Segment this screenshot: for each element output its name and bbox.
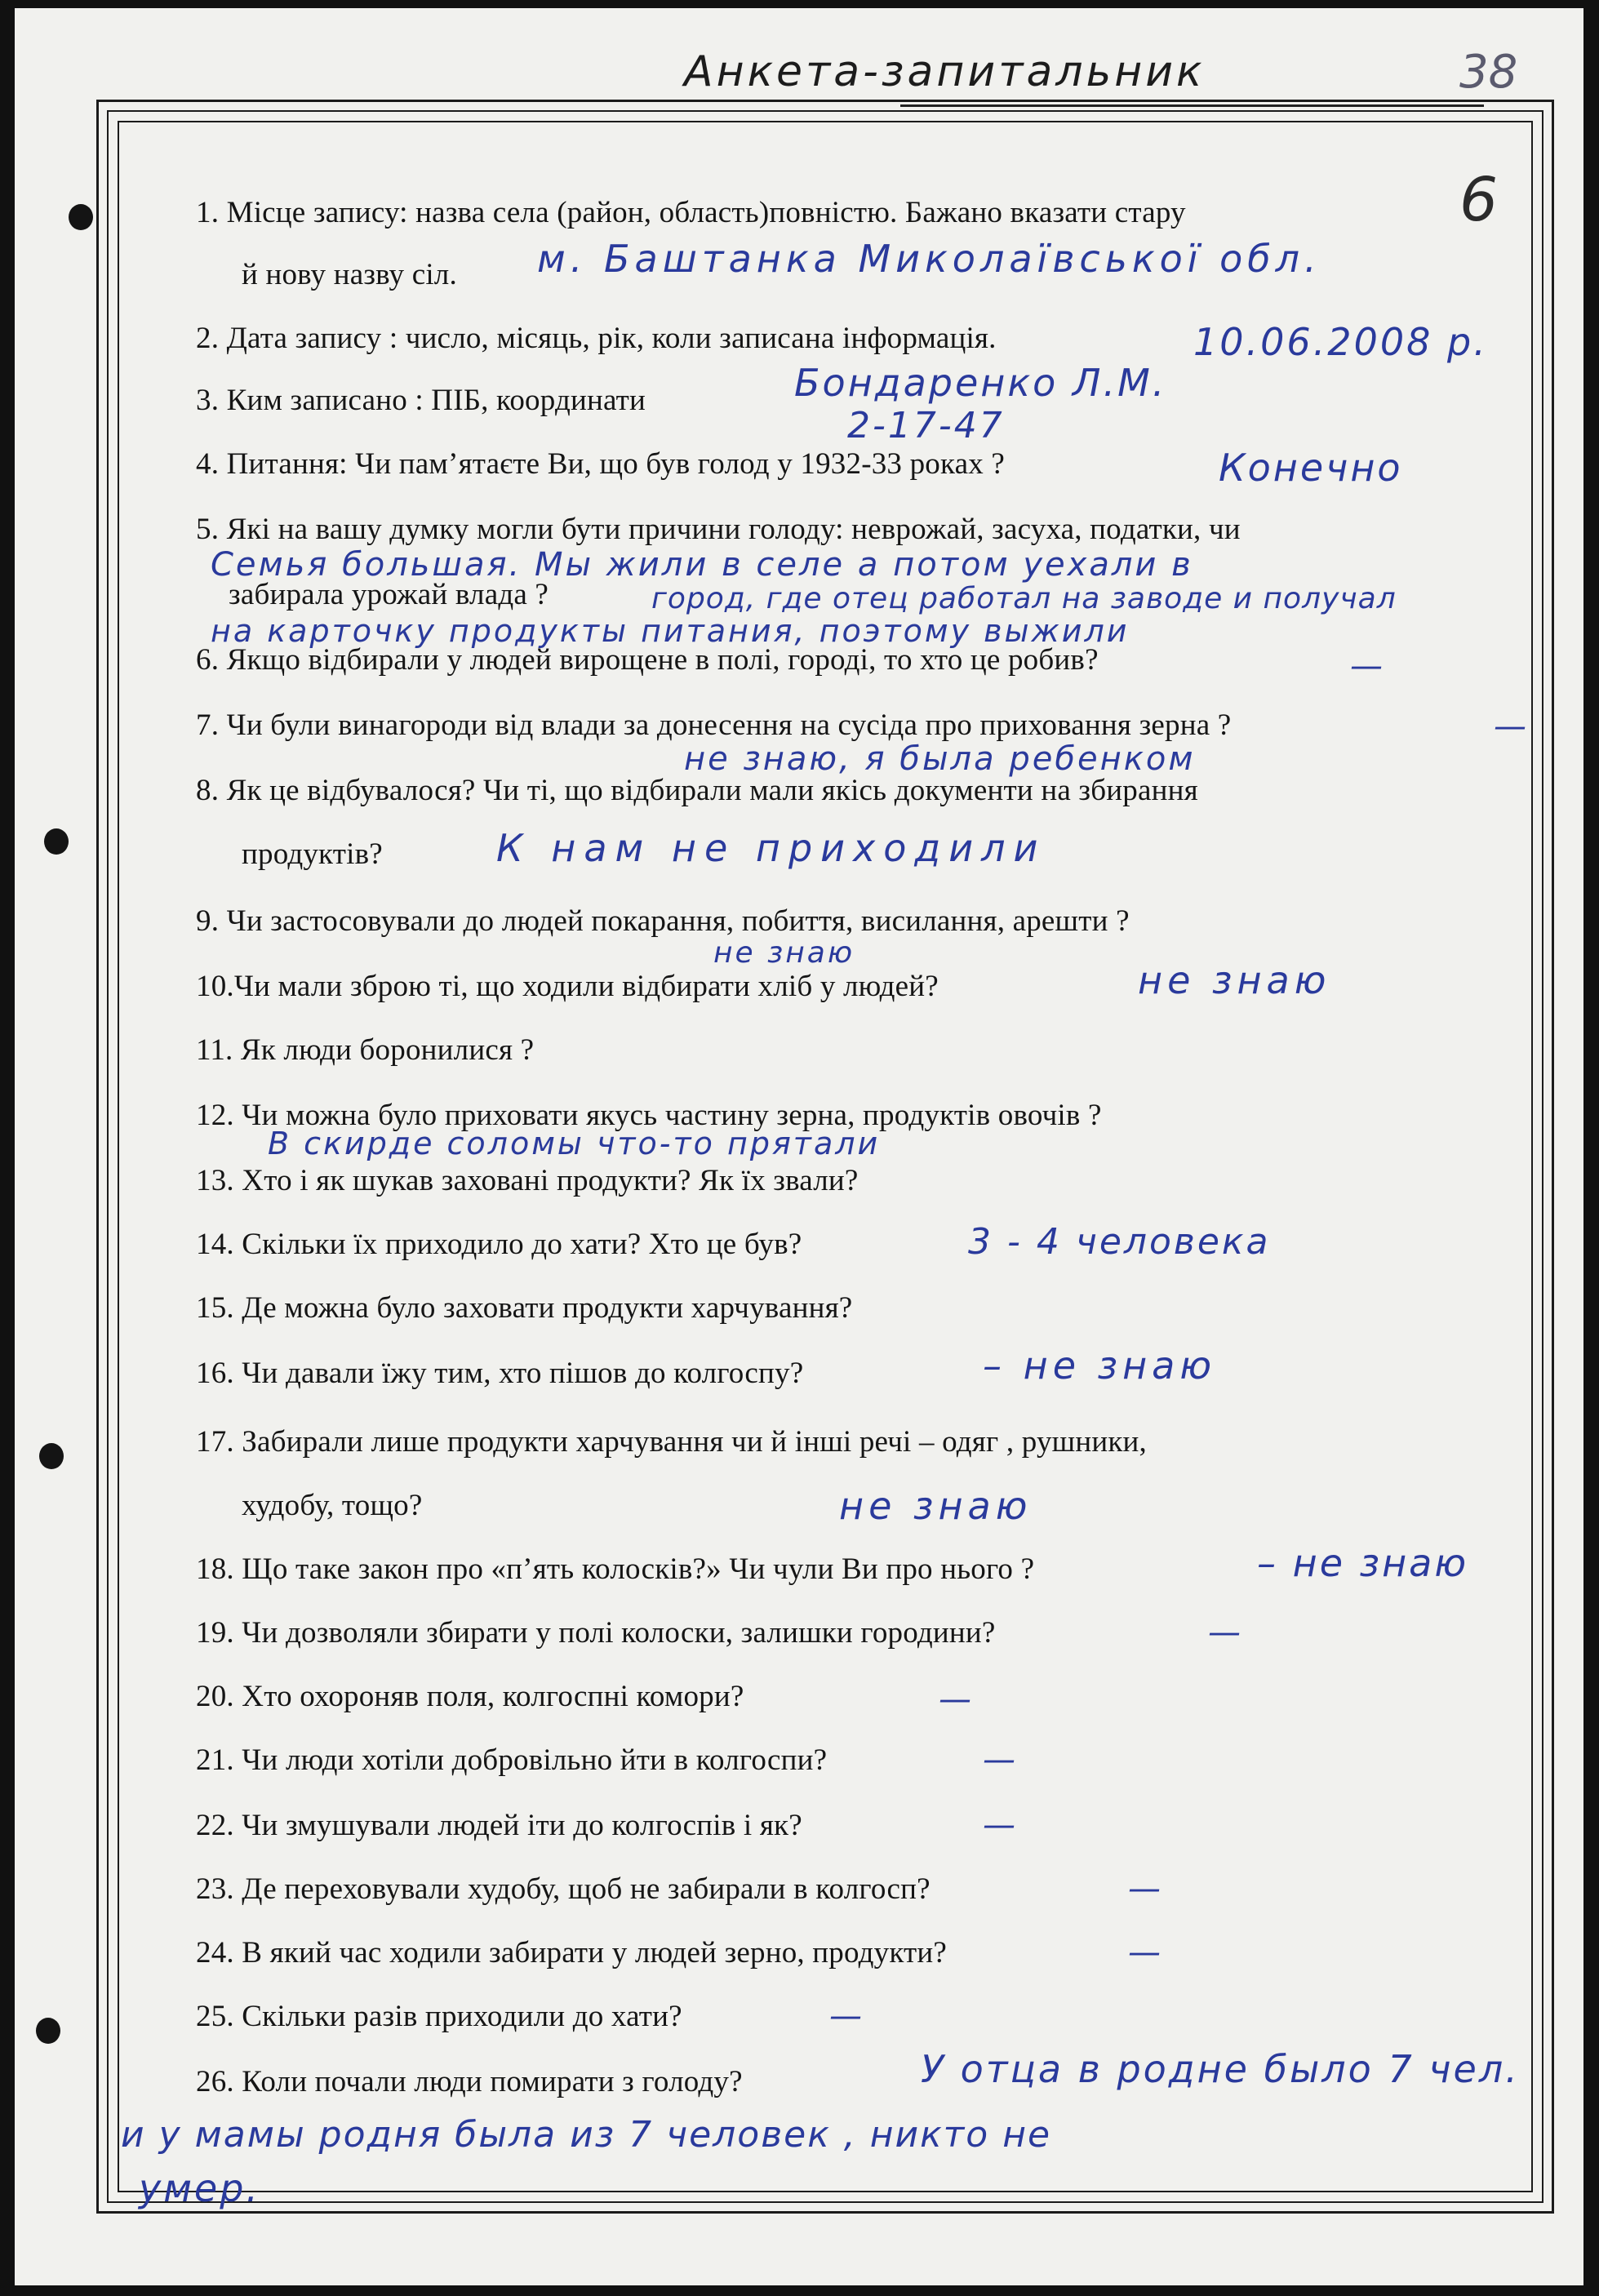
answer-26-line2: и у мамы родня была из 7 человек , никто не bbox=[121, 2114, 1052, 2156]
document-page bbox=[15, 8, 1583, 2285]
answer-17: не знаю bbox=[839, 1484, 1033, 1528]
question-4: 4. Питання: Чи пам’ятаєте Ви, що був голод у 1932-33 роках ? bbox=[196, 447, 1005, 481]
question-11: 11. Як люди боронилися ? bbox=[196, 1033, 535, 1067]
answer-16: – не знаю bbox=[983, 1343, 1217, 1388]
question-8-cont: продуктів? bbox=[242, 837, 383, 871]
question-9: 9. Чи застосовували до людей покарання, побиття, висилання, арешти ? bbox=[196, 904, 1130, 938]
corner-mark: 38 bbox=[1459, 46, 1518, 99]
answer-2: 10.06.2008 р. bbox=[1193, 320, 1488, 364]
answer-8: К нам не приходили bbox=[496, 826, 1046, 870]
question-17: 17. Забирали лише продукти харчування чи й інші речі – одяг , рушники, bbox=[196, 1425, 1147, 1459]
question-6: 6. Якщо відбирали у людей вирощене в полі, городі, то хто це робив? bbox=[196, 643, 1099, 677]
answer-21: — bbox=[983, 1741, 1018, 1779]
question-1-cont: й нову назву сіл. bbox=[242, 258, 457, 291]
question-22: 22. Чи змушували людей іти до колгоспів і як? bbox=[196, 1809, 802, 1842]
answer-7: — bbox=[1494, 708, 1529, 745]
answer-3-phone: 2-17-47 bbox=[847, 405, 1005, 446]
question-18: 18. Що таке закон про «п’ять колосків?» Чи чули Ви про нього ? bbox=[196, 1552, 1035, 1586]
question-16: 16. Чи давали їжу тим, хто пішов до колгоспу? bbox=[196, 1357, 804, 1390]
question-7: 7. Чи були винагороди від влади за донесення на сусіда про приховання зерна ? bbox=[196, 708, 1232, 742]
answer-7-note: не знаю, я была ребенком bbox=[684, 740, 1196, 778]
answer-23: — bbox=[1128, 1870, 1163, 1907]
answer-18: – не знаю bbox=[1257, 1541, 1469, 1585]
answer-4: Конечно bbox=[1219, 446, 1403, 490]
question-13: 13. Хто і як шукав заховані продукти? Як їх звали? bbox=[196, 1164, 859, 1197]
question-10: 10.Чи мали зброю ті, що ходили відбирати хліб у людей? bbox=[196, 970, 939, 1003]
answer-25: — bbox=[829, 1997, 864, 2035]
question-24: 24. В який час ходили забирати у людей зерно, продукти? bbox=[196, 1936, 948, 1970]
question-3: 3. Ким записано : ПІБ, координати bbox=[196, 384, 646, 417]
question-2: 2. Дата запису : число, місяць, рік, коли записана інформація. bbox=[196, 322, 997, 355]
question-1: 1. Місце запису: назва села (район, область)повністю. Бажано вказати стару bbox=[196, 196, 1186, 229]
answer-1: м. Баштанка Миколаївської обл. bbox=[537, 237, 1321, 281]
answer-26-line1: У отца в родне было 7 чел. bbox=[921, 2047, 1520, 2091]
question-20: 20. Хто охороняв поля, колгоспні комори? bbox=[196, 1680, 744, 1713]
answer-10: не знаю bbox=[1138, 958, 1331, 1002]
question-19: 19. Чи дозволяли збирати у полі колоски, залишки городини? bbox=[196, 1616, 996, 1650]
answer-6: — bbox=[1350, 647, 1385, 685]
question-5-cont: забирала урожай влада ? bbox=[229, 578, 549, 611]
answer-5-line1: Семья большая. Мы жили в селе а потом уехали в bbox=[211, 546, 1193, 584]
answer-20: — bbox=[939, 1681, 974, 1718]
answer-22: — bbox=[983, 1806, 1018, 1844]
punch-hole bbox=[36, 2018, 60, 2044]
question-23: 23. Де переховували худобу, щоб не забирали в колгосп? bbox=[196, 1872, 931, 1906]
question-8: 8. Як це відбувалося? Чи ті, що відбирали мали якісь документи на збирання bbox=[196, 774, 1198, 807]
answer-19: — bbox=[1208, 1614, 1243, 1651]
punch-hole bbox=[44, 828, 69, 855]
question-17-cont: худобу, тощо? bbox=[242, 1489, 423, 1522]
punch-hole bbox=[69, 204, 93, 230]
answer-14: 3 - 4 человека bbox=[968, 1221, 1271, 1263]
question-14: 14. Скільки їх приходило до хати? Хто це був? bbox=[196, 1228, 802, 1261]
answer-12: В скирде соломы что-то прятали bbox=[268, 1126, 881, 1161]
question-26: 26. Коли почали люди помирати з голоду? bbox=[196, 2065, 743, 2098]
answer-26-line3: умер. bbox=[139, 2166, 261, 2210]
punch-hole bbox=[39, 1443, 64, 1469]
question-21: 21. Чи люди хотіли добровільно йти в колгоспи? bbox=[196, 1743, 828, 1777]
answer-9: не знаю bbox=[713, 936, 855, 970]
answer-5-line2: город, где отец работал на заводе и получал bbox=[651, 582, 1397, 615]
answer-3-name: Бондаренко Л.М. bbox=[794, 361, 1167, 405]
answer-5-line3: на карточку продукты питания, поэтому выжили bbox=[211, 613, 1130, 649]
page-mark: 6 bbox=[1459, 165, 1499, 235]
document-title: Анкета-запитальник bbox=[684, 47, 1206, 96]
answer-24: — bbox=[1128, 1934, 1163, 1971]
question-5: 5. Які на вашу думку могли бути причини голоду: неврожай, засуха, податки, чи bbox=[196, 513, 1241, 546]
question-15: 15. Де можна було заховати продукти харчування? bbox=[196, 1291, 853, 1325]
question-12: 12. Чи можна було приховати якусь частину зерна, продуктів овочів ? bbox=[196, 1099, 1102, 1132]
question-25: 25. Скільки разів приходили до хати? bbox=[196, 2000, 682, 2033]
